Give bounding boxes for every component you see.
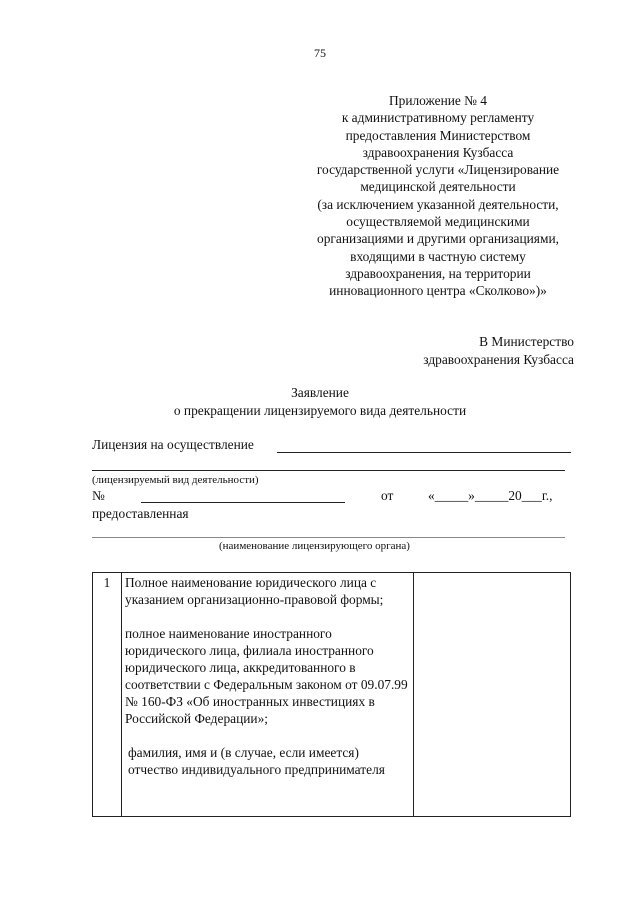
provided-label: предоставленная (92, 506, 189, 521)
license-number-field[interactable] (141, 502, 345, 503)
appendix-line: медицинской деятельности (360, 179, 516, 195)
title-line: Заявление (291, 385, 349, 400)
authority-caption: (наименование лицензирующего органа) (219, 540, 410, 552)
info-table (92, 572, 571, 817)
addressee-block (423, 333, 574, 369)
addressee-line: В Министерство (479, 334, 574, 349)
description-paragraph: полное наименование иностранного юридического лица, филиала иностранного юридического лица, аккредитованного в соответствии с Федеральным законом от 09.07.99 № 160-ФЗ «Об иностранных инвестициях в Российской Федерации»; (125, 626, 408, 726)
license-date-field[interactable]: «_____»_____20___г., (428, 488, 553, 503)
description-paragraph: Полное наименование юридического лица с указанием организационно-правовой формы; (125, 575, 384, 607)
row-value-cell[interactable] (414, 573, 571, 817)
license-activity-field-continued[interactable] (92, 470, 565, 471)
appendix-line: организациями и другими организациями, (317, 231, 559, 247)
from-label: от (381, 488, 394, 503)
appendix-line: входящими в частную систему (350, 248, 526, 264)
title-subline: о прекращении лицензируемого вида деятельности (173, 402, 467, 418)
appendix-line: осуществляемой медицинскими (346, 214, 530, 230)
appendix-line: здравоохранения, на территории (345, 265, 531, 281)
licensing-authority-field[interactable] (92, 537, 565, 538)
row-number: 1 (93, 573, 122, 817)
appendix-header (290, 92, 586, 300)
addressee-line: здравоохранения Кузбасса (423, 352, 574, 367)
activity-caption: (лицензируемый вид деятельности) (92, 474, 259, 486)
description-paragraph: фамилия, имя и (в случае, если имеется) отчество индивидуального предпринимателя (128, 745, 385, 777)
appendix-line: (за исключением указанной деятельности, (317, 196, 559, 212)
page-number: 75 (314, 46, 326, 60)
appendix-line: Приложение № 4 (388, 93, 488, 108)
appendix-line: инновационного центра «Сколково»)» (329, 283, 547, 299)
license-activity-field[interactable] (277, 452, 571, 453)
license-label: Лицензия на осуществление (92, 437, 254, 452)
appendix-line: государственной услуги «Лицензирование (316, 162, 560, 178)
table-row (93, 573, 571, 817)
appendix-line: предоставления Министерством (345, 127, 531, 143)
appendix-line: к административному регламенту (341, 110, 535, 126)
number-label: № (92, 488, 105, 503)
document-title (0, 384, 640, 419)
appendix-line: здравоохранения Кузбасса (362, 144, 514, 160)
row-description (122, 573, 414, 817)
